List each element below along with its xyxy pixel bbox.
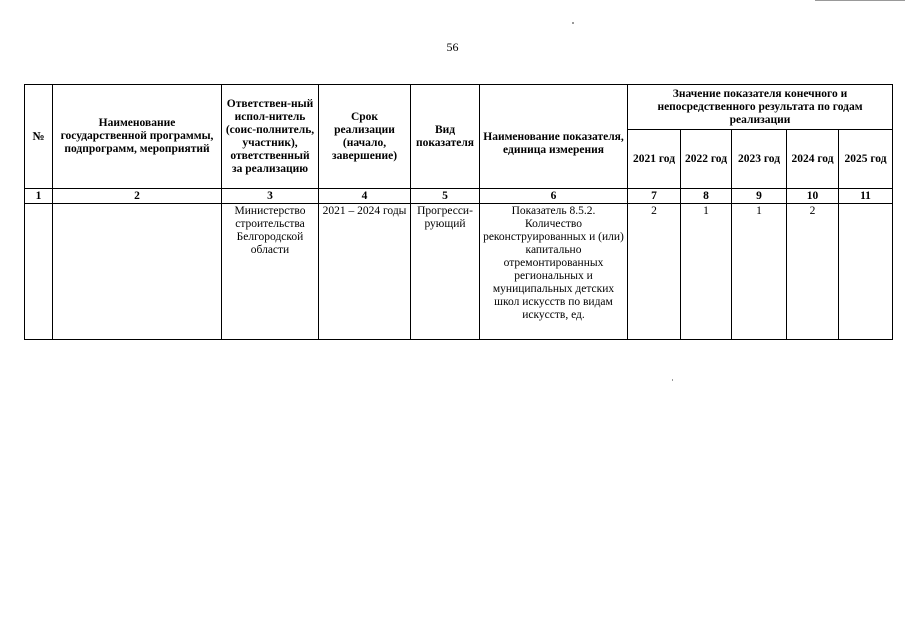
column-number: 9 — [732, 189, 787, 204]
row-number — [25, 204, 53, 340]
header-year-2025: 2025 год — [839, 130, 893, 189]
row-executor: Министерство строительства Белгородской области — [222, 204, 319, 340]
page-number: 56 — [446, 40, 459, 54]
header-program: Наименование государственной программы, подпрограмм, мероприятий — [53, 85, 222, 189]
row-value-2022: 1 — [681, 204, 732, 340]
column-number: 6 — [480, 189, 628, 204]
header-year-2024: 2024 год — [787, 130, 839, 189]
row-program — [53, 204, 222, 340]
column-number: 8 — [681, 189, 732, 204]
scan-mark-corner — [815, 0, 905, 1]
column-number: 4 — [319, 189, 411, 204]
header-year-2021: 2021 год — [628, 130, 681, 189]
row-value-2025 — [839, 204, 893, 340]
header-year-2023: 2023 год — [732, 130, 787, 189]
row-period: 2021 – 2024 годы — [319, 204, 411, 340]
column-number: 11 — [839, 189, 893, 204]
header-values-group: Значение показателя конечного и непосредственного результата по годам реализации — [628, 85, 893, 130]
column-number: 7 — [628, 189, 681, 204]
column-number: 5 — [411, 189, 480, 204]
row-indicator-name: Показатель 8.5.2. Количество реконструированных и (или) капитально отремонтированных региональных и муниципальных детских школ искусств по видам искусств, ед. — [480, 204, 628, 340]
column-number: 3 — [222, 189, 319, 204]
column-number: 2 — [53, 189, 222, 204]
column-number: 10 — [787, 189, 839, 204]
header-indicator-type: Вид показателя — [411, 85, 480, 189]
scan-mark-top — [572, 22, 574, 24]
row-value-2023: 1 — [732, 204, 787, 340]
indicator-table — [24, 84, 893, 340]
header-executor: Ответствен-ный испол-нитель (соис-полнитель, участник), ответственный за реализацию — [222, 85, 319, 189]
header-period: Срок реализации (начало, завершение) — [319, 85, 411, 189]
header-year-2022: 2022 год — [681, 130, 732, 189]
scan-mark-mid — [672, 379, 673, 381]
row-value-2021: 2 — [628, 204, 681, 340]
row-indicator-type: Прогресси-рующий — [411, 204, 480, 340]
row-value-2024: 2 — [787, 204, 839, 340]
column-number: 1 — [25, 189, 53, 204]
column-number-row — [25, 189, 893, 204]
header-number: № — [25, 85, 53, 189]
header-indicator-name: Наименование показателя, единица измерения — [480, 85, 628, 189]
header-row-1 — [25, 85, 893, 130]
table-row — [25, 204, 893, 340]
